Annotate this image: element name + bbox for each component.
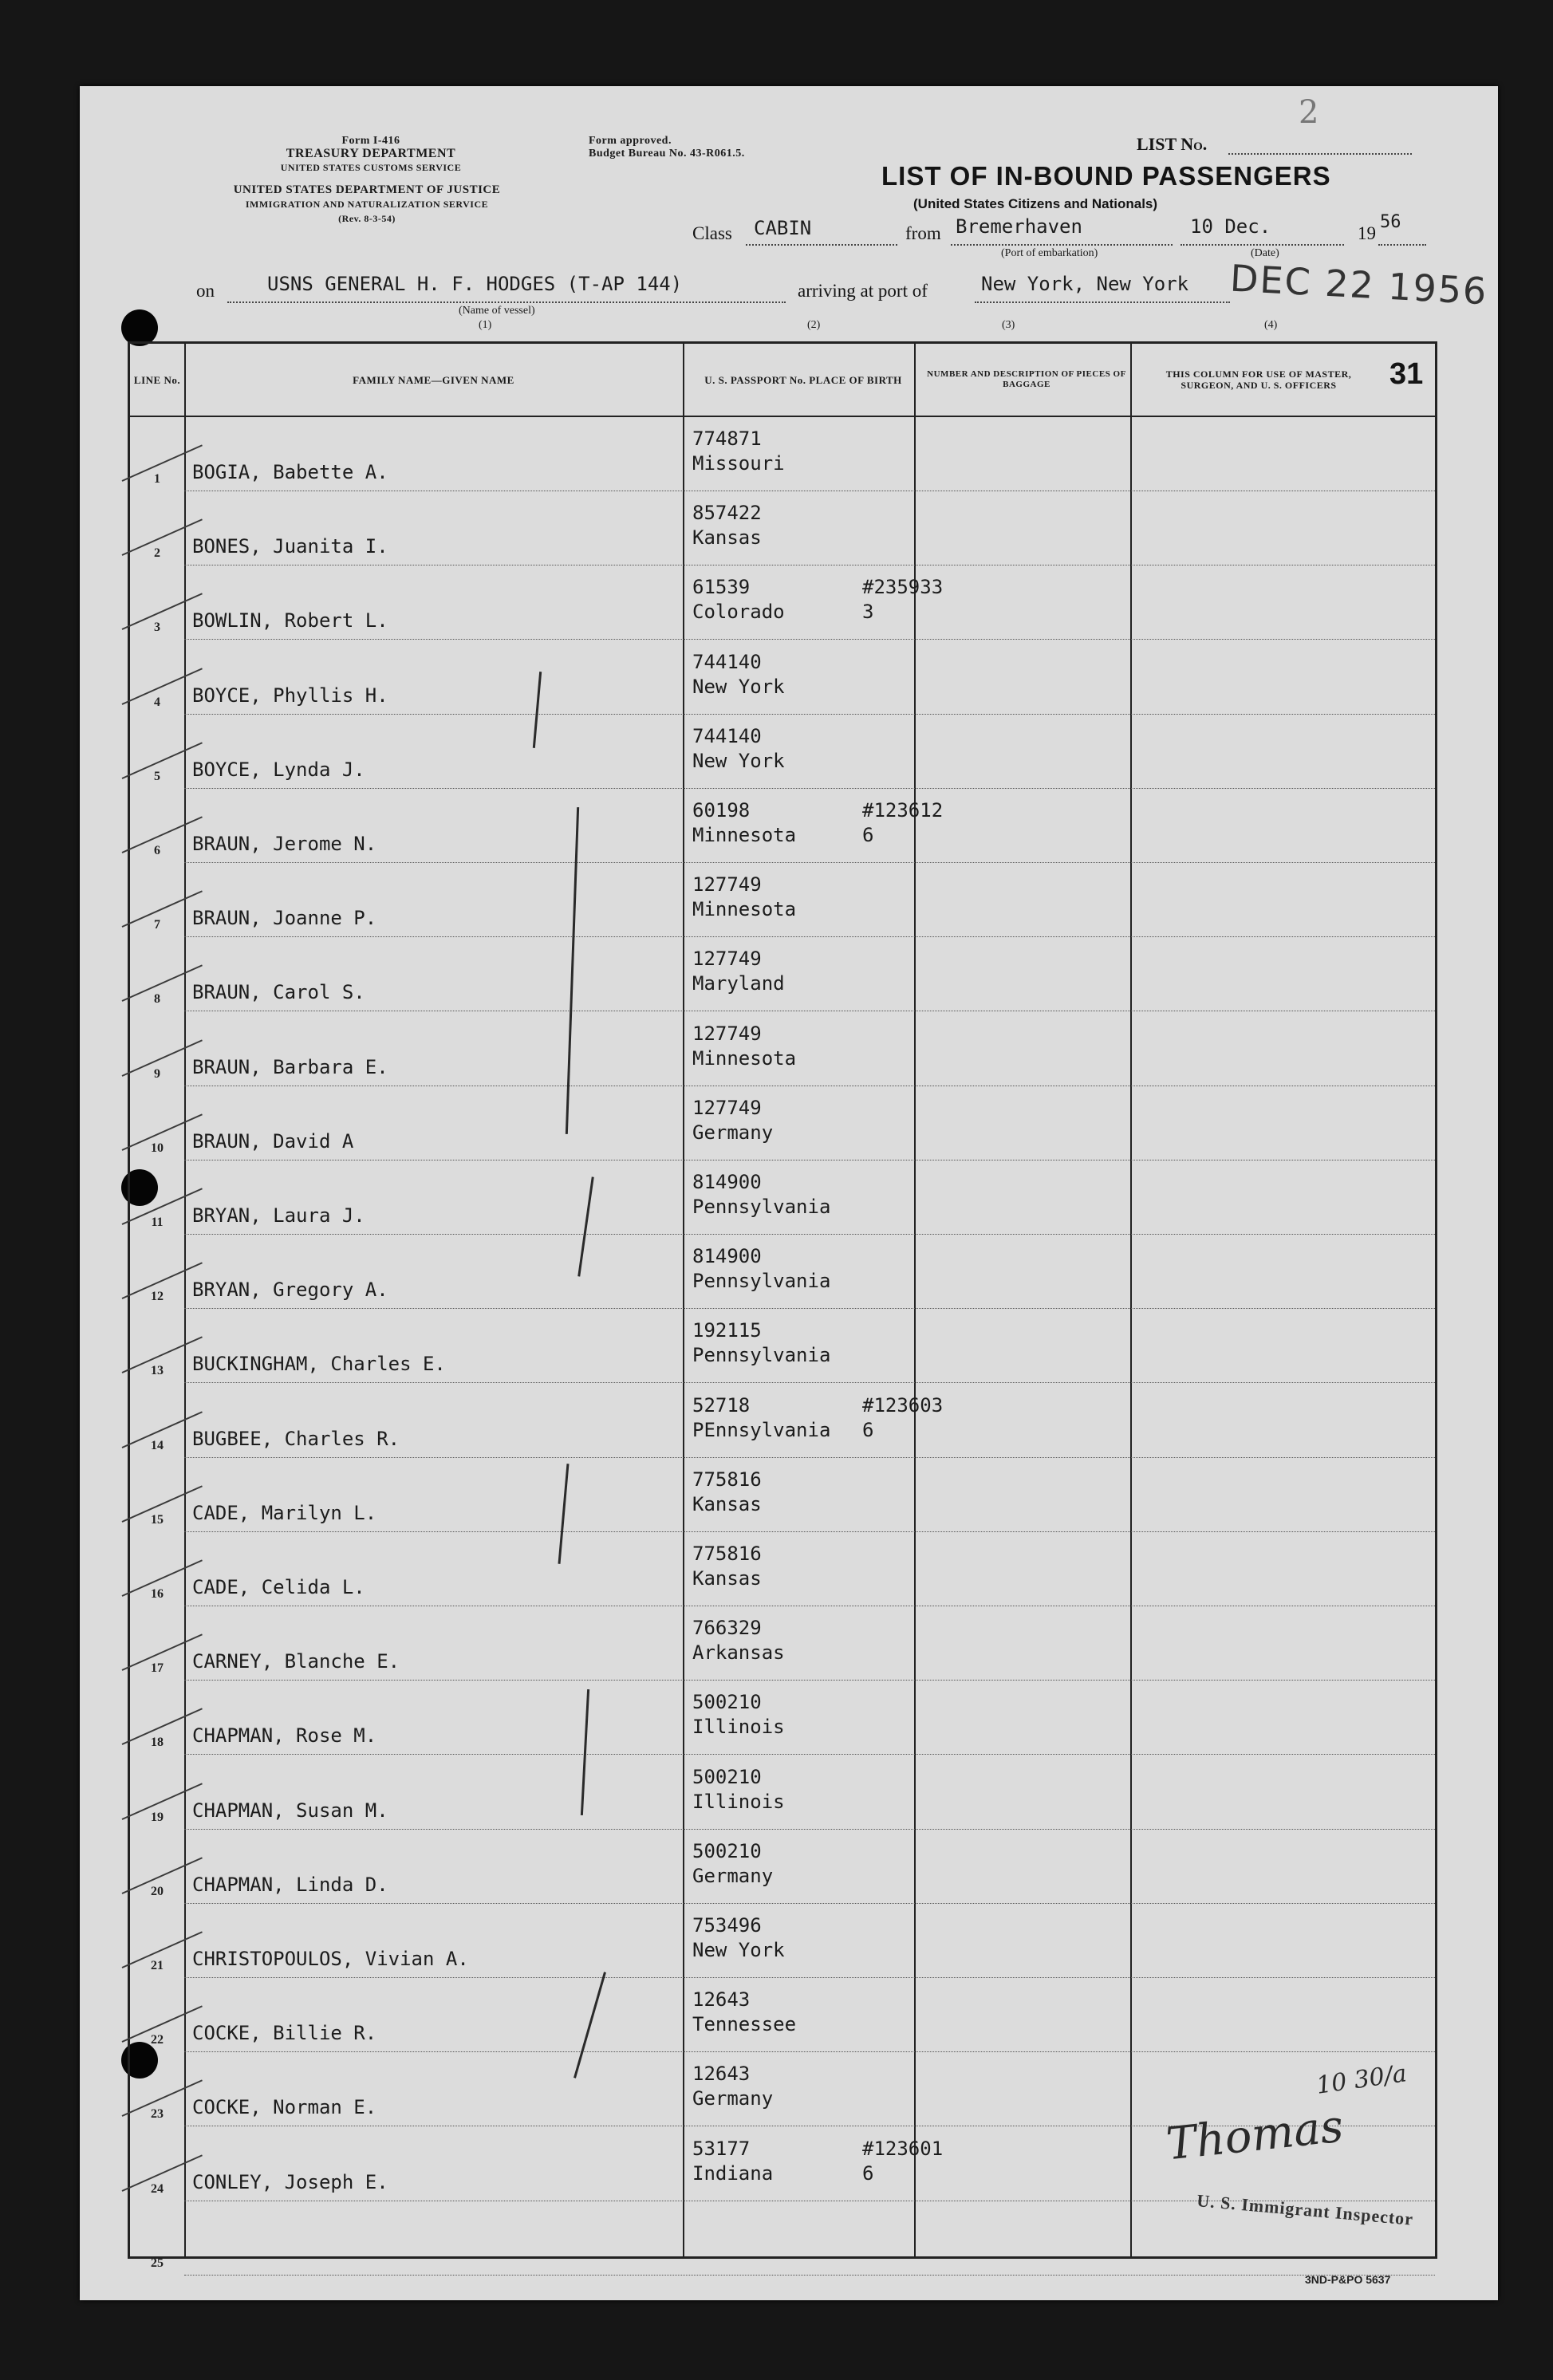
passport-cell: [692, 427, 785, 476]
arrival-line: [975, 301, 1230, 303]
line-number: 17: [151, 1661, 164, 1676]
table-row: [130, 491, 1435, 565]
line-number: 2: [154, 546, 160, 561]
place-of-birth: Colorado: [692, 601, 785, 624]
vessel-name: USNS GENERAL H. F. HODGES (T-AP 144): [267, 273, 683, 295]
caption-3: (3): [1002, 319, 1015, 331]
line-number: 13: [151, 1364, 164, 1378]
passport-cell: [692, 650, 785, 699]
list-no-value: 2: [1299, 94, 1319, 131]
passenger-name: BOYCE, Phyllis H.: [192, 684, 388, 707]
place-of-birth: Missouri: [692, 452, 785, 475]
passenger-name: BONES, Juanita I.: [192, 535, 388, 558]
passport-number: 12643: [692, 1988, 751, 2012]
line-number: 3: [154, 621, 160, 635]
passport-number: 744140: [692, 650, 762, 673]
baggage-number: #123601: [862, 2137, 944, 2160]
table-row: [130, 1904, 1435, 1978]
place-of-birth: Illinois: [692, 1716, 785, 1739]
table-row: [130, 1309, 1435, 1383]
place-of-birth: Minnesota: [692, 824, 797, 846]
passport-cell: [692, 1022, 796, 1071]
table-row: [130, 715, 1435, 789]
passport-number: 192115: [692, 1319, 762, 1342]
baggage-number: #235933: [862, 576, 944, 599]
table-row: [130, 1606, 1435, 1681]
line-number: 22: [151, 2033, 164, 2047]
year-line: [1378, 244, 1426, 246]
vessel-caption: (Name of vessel): [459, 305, 535, 317]
passport-number: 60198: [692, 799, 751, 822]
passport-number: 500210: [692, 1765, 762, 1788]
passenger-name: COCKE, Billie R.: [192, 2022, 377, 2045]
table-row: [130, 565, 1435, 640]
place-of-birth: Minnesota: [692, 898, 797, 921]
passenger-name: CHRISTOPOULOS, Vivian A.: [192, 1948, 469, 1970]
passport-number: 766329: [692, 1617, 762, 1640]
place-of-birth: Minnesota: [692, 1046, 797, 1070]
form-revision: (Rev. 8-3-54): [338, 213, 396, 224]
line-number: 15: [151, 1512, 164, 1527]
passport-cell: [692, 1170, 830, 1220]
page-title: LIST OF IN-BOUND PASSENGERS: [881, 161, 1331, 191]
line-number: 9: [154, 1066, 160, 1081]
dept-justice: UNITED STATES DEPARTMENT OF JUSTICE: [233, 183, 501, 196]
table-row: [130, 789, 1435, 863]
line-number: 11: [151, 1216, 164, 1229]
vessel-line: [227, 301, 786, 303]
passport-cell: [692, 1318, 830, 1368]
passenger-name: BOGIA, Babette A.: [192, 461, 388, 483]
place-of-birth: Indiana: [692, 2161, 774, 2185]
form-number: Form I-416: [341, 135, 400, 147]
baggage-cell: [862, 798, 943, 848]
dept-immigration: IMMIGRATION AND NATURALIZATION SERVICE: [245, 199, 489, 210]
form-approved: Form approved.: [589, 135, 672, 147]
passport-cell: [692, 575, 785, 625]
table-row: [130, 1681, 1435, 1755]
table-row: [130, 1755, 1435, 1830]
header-name: FAMILY NAME—GIVEN NAME: [353, 373, 514, 386]
place-of-birth: Pennsylvania: [692, 1196, 831, 1218]
passport-number: 61539: [692, 576, 751, 599]
date-caption: (Date): [1251, 247, 1279, 259]
line-number: 10: [151, 1141, 164, 1155]
embarkation-port: Bremerhaven: [956, 215, 1082, 238]
passport-number: 127749: [692, 1096, 762, 1119]
header-baggage: NUMBER AND DESCRIPTION OF PIECES OF BAGGAGE: [927, 369, 1126, 389]
table-row: [130, 1532, 1435, 1606]
on-label: on: [196, 281, 215, 301]
passport-number: 857422: [692, 502, 762, 525]
passport-number: 127749: [692, 873, 762, 896]
passport-cell: [692, 1244, 830, 1294]
table-row: [130, 1978, 1435, 2052]
place-of-birth: Kansas: [692, 1567, 762, 1590]
place-of-birth: Tennessee: [692, 2013, 797, 2036]
passport-cell: [692, 1690, 785, 1740]
passenger-name: BRYAN, Laura J.: [192, 1204, 365, 1227]
arrival-port: New York, New York: [981, 273, 1189, 295]
place-of-birth: New York: [692, 675, 785, 698]
passport-number: 814900: [692, 1245, 762, 1268]
baggage-count: 3: [862, 601, 874, 624]
passport-number: 500210: [692, 1691, 762, 1714]
line-number: 7: [154, 918, 160, 932]
table-row: [130, 1012, 1435, 1086]
passport-cell: [692, 1913, 785, 1963]
place-of-birth: Arkansas: [692, 1641, 785, 1665]
arrival-date-stamp: DEC 22 1956: [1228, 256, 1489, 313]
baggage-cell: [862, 1393, 943, 1443]
table-row: [130, 1086, 1435, 1160]
dept-customs: UNITED STATES CUSTOMS SERVICE: [280, 162, 462, 173]
place-of-birth: New York: [692, 749, 785, 772]
passenger-name: CHAPMAN, Linda D.: [192, 1873, 388, 1896]
place-of-birth: Pennsylvania: [692, 1344, 831, 1367]
passenger-name: BRAUN, Jerome N.: [192, 833, 377, 855]
line-number: 12: [151, 1290, 164, 1304]
line-number: 19: [151, 1810, 164, 1824]
budget-bureau: Budget Bureau No. 43-R061.5.: [589, 148, 745, 160]
caption-2: (2): [807, 319, 821, 331]
baggage-count: 6: [862, 1418, 874, 1441]
place-of-birth: PEnnsylvania: [692, 1418, 831, 1441]
place-of-birth: Maryland: [692, 972, 785, 995]
page-number: 31: [1389, 357, 1424, 391]
passport-cell: [692, 1542, 762, 1591]
passenger-name: COCKE, Norman E.: [192, 2096, 377, 2119]
year-prefix: 19: [1358, 223, 1376, 243]
line-number: 14: [151, 1438, 164, 1452]
place-of-birth: Germany: [692, 2087, 774, 2110]
passport-cell: [692, 1839, 773, 1889]
passport-cell: [692, 873, 796, 922]
caption-4: (4): [1264, 319, 1278, 331]
list-no-label: LIST No.: [1137, 134, 1208, 154]
baggage-count: 6: [862, 2161, 874, 2185]
place-of-birth: Germany: [692, 1121, 774, 1144]
passport-number: 53177: [692, 2137, 751, 2160]
line-number: 25: [151, 2256, 164, 2270]
passport-cell: [692, 2062, 773, 2111]
passenger-name: BOWLIN, Robert L.: [192, 609, 388, 632]
passport-number: 774871: [692, 428, 762, 450]
place-of-birth: Kansas: [692, 526, 762, 550]
year-suffix: 56: [1380, 212, 1401, 232]
passport-cell: [692, 1765, 785, 1815]
passport-number: 52718: [692, 1393, 751, 1417]
dept-treasury: TREASURY DEPARTMENT: [286, 147, 456, 160]
line-number: 5: [154, 769, 160, 783]
passport-cell: [692, 947, 785, 996]
baggage-cell: [862, 2137, 943, 2186]
table-row: [130, 1384, 1435, 1458]
caption-1: (1): [479, 319, 492, 331]
inspector-signature: Thomas: [1164, 2100, 1346, 2171]
line-number: 4: [154, 695, 160, 709]
place-of-birth: Pennsylvania: [692, 1270, 831, 1293]
date-line: [1181, 244, 1344, 246]
table-row: [130, 1235, 1435, 1309]
passenger-name: CADE, Celida L.: [192, 1576, 365, 1598]
place-of-birth: Kansas: [692, 1492, 762, 1515]
table-row: [130, 417, 1435, 491]
passport-cell: [692, 501, 762, 550]
passenger-name: BRAUN, Barbara E.: [192, 1055, 388, 1078]
passenger-name: CONLEY, Joseph E.: [192, 2170, 388, 2193]
passport-number: 500210: [692, 1839, 762, 1862]
passport-number: 744140: [692, 724, 762, 747]
line-number: 8: [154, 992, 160, 1007]
passenger-name: CHAPMAN, Rose M.: [192, 1724, 377, 1748]
passport-cell: [692, 1988, 796, 2037]
passenger-name: BRAUN, Carol S.: [192, 981, 365, 1004]
passport-number: 127749: [692, 948, 762, 971]
time-note: 10 30/a: [1315, 2059, 1409, 2100]
arriving-label: arriving at port of: [798, 281, 928, 301]
header-officers: THIS COLUMN FOR USE OF MASTER, SURGEON, AND U. S. OFFICERS: [1165, 368, 1352, 391]
place-of-birth: New York: [692, 1939, 785, 1961]
baggage-number: #123603: [862, 1393, 944, 1417]
baggage-number: #123612: [862, 799, 944, 822]
passenger-name: BUCKINGHAM, Charles E.: [192, 1353, 446, 1376]
passenger-name: CARNEY, Blanche E.: [192, 1650, 400, 1673]
passenger-name: BRAUN, Joanne P.: [192, 907, 377, 930]
passport-cell: [692, 724, 785, 774]
passport-cell: [692, 1393, 830, 1443]
line-number: 24: [151, 2181, 164, 2196]
line-number: 21: [151, 1959, 164, 1972]
table-row: [130, 1830, 1435, 1904]
class-line: [746, 244, 897, 246]
passport-cell: [692, 1096, 773, 1145]
from-line: [951, 244, 1173, 246]
table-row: [130, 863, 1435, 937]
printer-mark: 3ND-P&PO 5637: [1305, 2273, 1391, 2286]
passport-number: 753496: [692, 1914, 762, 1937]
header-line-no: LINE No.: [133, 373, 181, 386]
passport-cell: [692, 798, 796, 848]
passport-number: 814900: [692, 1171, 762, 1193]
passenger-name: BRYAN, Gregory A.: [192, 1279, 388, 1302]
passport-number: 775816: [692, 1543, 762, 1565]
passport-number: 12643: [692, 2063, 751, 2086]
from-label: from: [905, 223, 941, 243]
line-number: 18: [151, 1736, 164, 1750]
table-row: [130, 937, 1435, 1011]
passenger-table: [128, 341, 1437, 2270]
line-number: 23: [151, 2107, 164, 2122]
passenger-name: CHAPMAN, Susan M.: [192, 1799, 388, 1822]
passport-cell: [692, 2137, 773, 2186]
class-value: CABIN: [754, 217, 812, 239]
passenger-name: BRAUN, David A: [192, 1129, 354, 1153]
line-number: 1: [154, 472, 160, 486]
place-of-birth: Germany: [692, 1864, 774, 1887]
class-label: Class: [692, 223, 732, 243]
passenger-name: BUGBEE, Charles R.: [192, 1427, 400, 1450]
table-row: [130, 1458, 1435, 1532]
line-number: 6: [154, 844, 160, 857]
port-caption: (Port of embarkation): [1001, 247, 1098, 259]
inspector-stamp: U. S. Immigrant Inspector: [1196, 2190, 1415, 2229]
passport-number: 775816: [692, 1468, 762, 1491]
passport-number: 127749: [692, 1022, 762, 1045]
place-of-birth: Illinois: [692, 1790, 785, 1813]
table-row: [130, 640, 1435, 715]
list-no-line: [1228, 153, 1412, 155]
table-row: [130, 1160, 1435, 1235]
passenger-name: BOYCE, Lynda J.: [192, 758, 365, 781]
row-rule: [184, 2275, 1435, 2276]
embarkation-date: 10 Dec.: [1190, 215, 1271, 238]
header-passport: U. S. PASSPORT No. PLACE OF BIRTH: [704, 373, 902, 386]
page-subtitle: (United States Citizens and Nationals): [913, 196, 1158, 211]
passport-cell: [692, 1616, 785, 1665]
line-number: 16: [151, 1587, 164, 1601]
baggage-count: 6: [862, 824, 874, 846]
passport-cell: [692, 1468, 762, 1517]
baggage-cell: [862, 575, 943, 625]
passenger-name: CADE, Marilyn L.: [192, 1501, 377, 1524]
line-number: 20: [151, 1884, 164, 1898]
